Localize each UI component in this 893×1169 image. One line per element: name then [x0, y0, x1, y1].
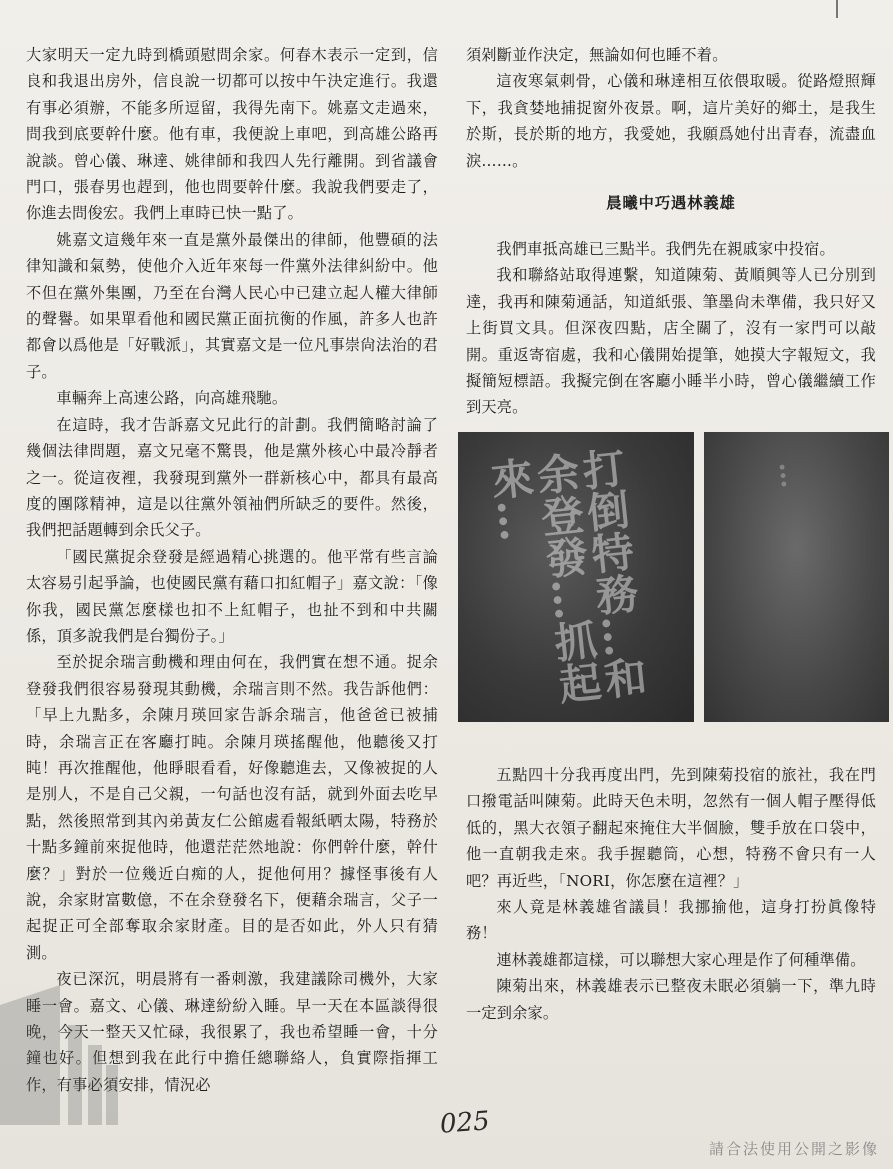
right-text-column-top — [466, 42, 876, 174]
paragraph: 在這時，我才告訴嘉文兄此行的計劃。我們簡略討論了幾個法律問題，嘉文兄毫不驚畏，他是黨外核心中最冷靜者之一。從這夜裡，我發現到黨外一群新核心中，都具有最高度的團隊精神，這是以往黨外領袖們所缺乏的要件。然後，我們把話題轉到余氏父子。 — [26, 415, 438, 540]
paragraph: 大家明天一定九時到橋頭慰問余家。何春木表示一定到，信良和我退出房外，信良說一切都可以按中午決定進行。我還有事必須辦，不能多所逗留，我得先南下。姚嘉文走過來，問我到底要幹什麼。他有車，我便說上車吧，到高雄公路再說談。曾心儀、琳達、姚律師和我四人先行離開。到省議會門口，張春男也趕到，他也問要幹什麼。我說我們要走了，你進去問俊宏。我們上車時已快一點了。 — [26, 46, 438, 223]
paragraph: 「國民黨捉余登發是經過精心挑選的。他平常有些言論太容易引起爭論，也使國民黨有藉口扣紅帽子」嘉文說：「像你我，國民黨怎麼樣也扣不上紅帽子，也扯不到和中共關係，頂多說我們是台獨份子。」 — [26, 547, 438, 645]
poster-handwriting: 打倒特務…和余登發…抓起來… — [483, 445, 650, 706]
paragraph: 陳菊出來，林義雄表示已整夜未眠必須躺一下，準九時一定到余家。 — [466, 977, 876, 1022]
right-text-column-bottom — [466, 762, 876, 1026]
paper-crease — [836, 0, 838, 18]
paragraph: 車輛奔上高速公路，向高雄飛馳。 — [56, 389, 288, 408]
paragraph: 我們車抵高雄已三點半。我們先在親戚家中投宿。 — [496, 240, 835, 258]
poster-handwriting: … — [772, 460, 806, 490]
archive-logo-icon — [0, 985, 120, 1125]
paragraph: 連林義雄都這樣，可以聯想大家心理是作了何種準備。 — [496, 950, 866, 969]
paragraph: 五點四十分我再度出門，先到陳菊投宿的旅社，我在門口撥電話叫陳菊。此時天色未明，忽然有一個人帽子壓得低低的，黑大衣領子翻起來掩住大半個臉，雙手放在口袋中，他一直朝我走來。我手握聽筒，心想，特務不會只有一人吧？再近些，「NORI，你怎麼在這裡？」 — [466, 766, 876, 890]
paragraph: 我和聯絡站取得連繫，知道陳菊、黃順興等人已分別到達，我再和陳菊通話，知道紙張、筆墨尙未準備，我只好又上街買文具。但深夜四點，店全關了，沒有一家門可以敲開。重返寄宿處，我和心儀開始提筆，她摸大字報短文，我擬簡短標語。我擬完倒在客廳小睡半小時，曾心儀繼續工作到天亮。 — [466, 266, 876, 417]
page-number: 025 — [439, 1106, 491, 1140]
section-title: 晨曦中巧遇林義雄 — [606, 194, 736, 212]
poster-photo-right — [704, 432, 889, 722]
paragraph: 至於捉余瑞言動機和理由何在，我們實在想不通。捉余登發我們很容易發現其動機，余瑞言則不然。我告訴他們：「早上九點多，余陳月瑛回家告訴余瑞言，他爸爸已被捕時，余瑞言正在客廳打盹。余陳月瑛搖醒他，他聽後又打盹！再次推醒他，他睜眼看看，好像聽進去，又像被捉的人是別人，不是自己父親，一句話也沒有話，就到外面去吃早點，然後照常到其內弟黃友仁公館處看報紙晒太陽，特務於十點多鐘前來捉他時，他還茫茫然地說：你們幹什麼，幹什麼？」對於一位幾近白痴的人，捉他何用？據怪事後有人說，余家財富數億，不在余登發名下，便藉余瑞言，父子一起捉正可全部奪取余家財產。目的是否如此，外人只有猜測。 — [26, 653, 438, 962]
poster-photo-left — [458, 432, 694, 722]
paragraph: 夜已深沉，明晨將有一番刺激，我建議除司機外，大家睡一會。嘉文、心儀、琳達紛紛入睡。早一天在本區談得很晚，今天一整天又忙碌，我很累了，我也希望睡一會，十分鐘也好。但想到我在此行中擔任總聯絡人，負實際指揮工作，有事必須安排，情況必 — [26, 970, 438, 1094]
usage-watermark: 請合法使用公開之影像 — [708, 1140, 879, 1158]
right-text-column-mid — [466, 236, 876, 421]
paragraph: 姚嘉文這幾年來一直是黨外最傑出的律師，他豐碩的法律知識和氣勢，使他介入近年來每一件黨外法律糾紛中。他不但在黨外集團，乃至在台灣人民心中已建立起人權大律師的聲譽。如果單看他和國民黨正面抗衡的作風，許多人也許都會以爲他是「好戰派」，其實嘉文是一位凡事崇尙法治的君子。 — [26, 230, 438, 381]
paragraph: 來人竟是林義雄省議員！我挪揄他，這身打扮眞像特務！ — [466, 898, 876, 943]
paragraph: 須剁斷並作決定，無論如何也睡不着。 — [466, 46, 728, 64]
paragraph: 這夜寒氣刺骨，心儀和琳達相互依偎取暖。從路燈照輝下，我貪婪地捕捉窗外夜景。啊，這片美好的鄉土，是我生於斯，長於斯的地方，我愛她，我願爲她付出青春，流盡血淚……。 — [466, 72, 876, 170]
left-text-column — [26, 42, 438, 1098]
